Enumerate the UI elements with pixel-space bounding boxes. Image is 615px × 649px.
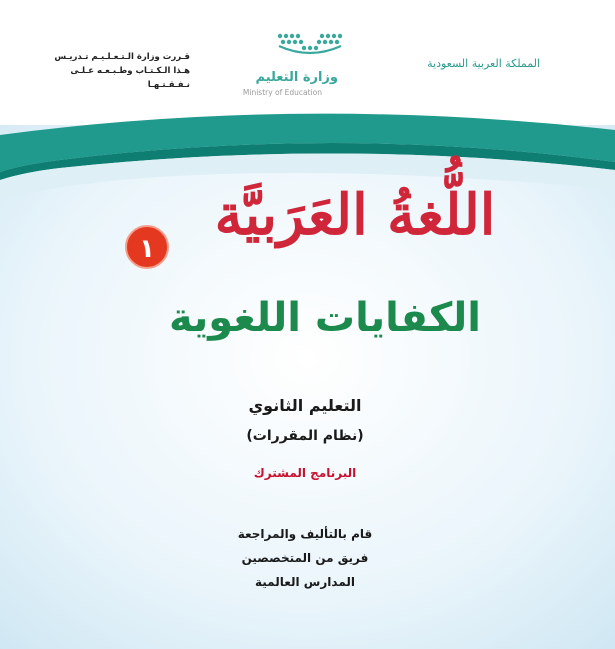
decree-line-1: قـررت وزارة الـتـعـلـيـم تـدريـس [54,52,190,62]
credits-line-3: المدارس العالمية [255,575,355,589]
credits-line-2: فريق من المتخصصين [241,551,369,565]
credits-line-1: قام بالتأليف والمراجعة [237,527,373,541]
book-title: اللُّغةُ العَرَبيَّة [214,182,496,248]
ministry-decree [40,50,190,92]
education-level: التعليم الثانوي [248,396,362,415]
book-subtitle: الكفايات اللغوية [169,295,481,341]
ministry-name-english: Ministry of Education [242,88,322,97]
ministry-logo-icon [275,30,345,56]
course-system: (نظام المقررات) [246,428,364,444]
credits [200,522,410,594]
volume-badge: ١ [125,225,169,269]
ministry-name-arabic: وزارة التعليم [255,70,338,85]
program-name: البرنامج المشترك [253,466,357,480]
ministry-logo [240,30,360,100]
decree-line-2: هـذا الـكـتـاب وطـبـعـه عـلـى نـفـقـتـهـا [70,66,190,90]
header-area [0,0,615,125]
kingdom-name: المملكة العربية السعودية [427,57,540,70]
